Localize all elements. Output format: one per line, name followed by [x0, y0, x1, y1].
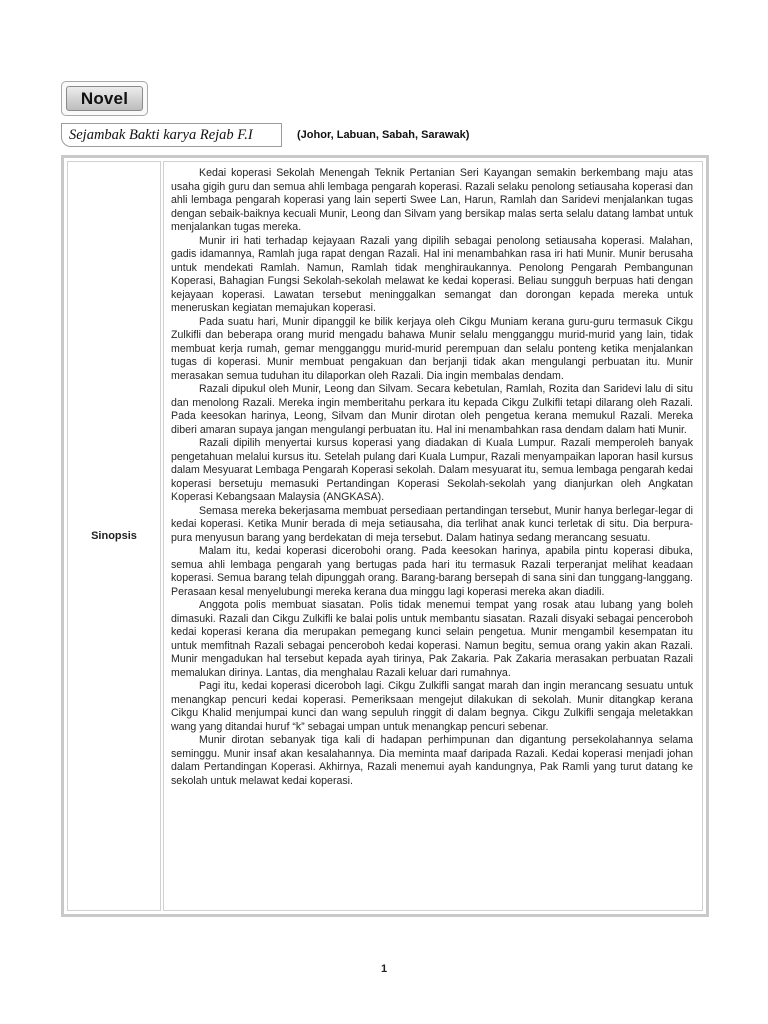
- synopsis-paragraph-8: Anggota polis membuat siasatan. Polis tidak menemui tempat yang rosak atau lubang yang boleh dimasuki. Razali dan Cikgu Zulkifli ke balai polis untuk membantu siasatan. Razali disyaki sebagai penceroboh kedai koperasi kerana dia merupakan pemegang kunci selain pengetua. Munir mengambil kesempatan itu untuk memfitnah Razali sebagai penceroboh kedai koperasi. Namun begitu, semua orang yakin akan Razali. Munir mengadukan hal tersebut kepada ayah tirinya, Pak Zakaria. Pak Zakaria merasakan perbuatan Razali memalukan dirinya. Lantas, dia menghalau Razali keluar dari rumahnya.: [171, 599, 693, 679]
- section-badge-label: Novel: [66, 86, 143, 111]
- synopsis-paragraph-1: Kedai koperasi Sekolah Menengah Teknik Pertanian Seri Kayangan semakin berkembang maju atas usaha gigih guru dan semua ahli lembaga pengarah koperasi. Razali selaku penolong setiausaha koperasi dan ahli lembaga pengarah koperasi yang lain seperti Swee Lan, Harun, Ramlah dan Saridevi menjalankan tugas dengan sebaik-baiknya kecuali Munir, Leong dan Silvam yang bersikap malas serta selalu datang lambat untuk menjalankan tugas mereka.: [171, 167, 693, 233]
- synopsis-label: Sinopsis: [91, 530, 137, 542]
- synopsis-paragraph-3: Pada suatu hari, Munir dipanggil ke bilik kerjaya oleh Cikgu Muniam kerana guru-guru termasuk Cikgu Zulkifli dan beberapa orang murid mengadu bahawa Munir selalu mengganggu murid-murid yang lain, tidak membuat kerja rumah, gemar mengganggu murid-murid perempuan dan selalu ponteng ketika menjalankan tugas di koperasi. Munir membuat pengakuan dan berjanji tidak akan mengulangi perbuatan itu. Munir merasakan semua tuduhan itu dilaporkan oleh Razali. Dia ingin membalas dendam.: [171, 315, 693, 382]
- synopsis-table: [61, 155, 709, 917]
- synopsis-paragraph-9: Pagi itu, kedai koperasi diceroboh lagi. Cikgu Zulkifli sangat marah dan ingin merancang sesuatu untuk menangkap pencuri kedai koperasi. Pemeriksaan mengejut dilakukan di sekolah. Munir ditangkap kerana Cikgu Khalid menjumpai kunci dan wang sepuluh ringgit di dalam begnya. Cikgu Zulkifli sengaja meletakkan wang yang ditandai huruf “k” sebagai umpan untuk menangkap pencuri sebenar.: [171, 680, 693, 733]
- synopsis-paragraph-7: Malam itu, kedai koperasi dicerobohi orang. Pada keesokan harinya, apabila pintu koperasi dibuka, semua ahli lembaga pengarah yang bertugas pada hari itu termasuk Razali terperanjat melihat keadaan koperasi. Semua barang telah dipunggah orang. Barang-barang bersepah di sana sini dan tunggang-langgang. Perasaan kesal menyelubungi mereka kerana dua minggu lagi koperasi mereka akan diadili.: [171, 545, 693, 598]
- book-title-line: [61, 123, 469, 147]
- page-number: 1: [380, 963, 388, 975]
- synopsis-content-cell: [163, 161, 703, 911]
- book-states: (Johor, Labuan, Sabah, Sarawak): [297, 129, 470, 141]
- synopsis-label-cell: [67, 161, 161, 911]
- synopsis-paragraph-2: Munir iri hati terhadap kejayaan Razali yang dipilih sebagai penolong setiausaha koperasi. Malahan, gadis idamannya, Ramlah juga rapat dengan Razali. Hal ini menambahkan rasa iri hati Munir. Munir berusaha untuk mendekati Ramlah. Namun, Ramlah tidak menghiraukannya. Penolong Pengarah Pembangunan Koperasi, Bahagian Fungsi Sekolah-sekolah melawat ke kedai koperasi. Beliau sungguh berpuas hati dengan kejayaan koperasi. Lawatan tersebut meninggalkan semangat dan dorongan kepada mereka untuk meneruskan kegiatan memajukan koperasi.: [171, 234, 693, 314]
- synopsis-paragraph-5: Razali dipilih menyertai kursus koperasi yang diadakan di Kuala Lumpur. Razali memperoleh banyak pengetahuan melalui kursus itu. Setelah pulang dari Kuala Lumpur, Razali menyampaikan laporan hasil kursus dalam Mesyuarat Lembaga Pengarah Koperasi sekolah. Dalam mesyuarat itu, semua lembaga pengarah kedai koperasi bersetuju memasuki Pertandingan Koperasi Sekolah-sekolah yang dianjurkan oleh Angkatan Koperasi Kebangsaan Malaysia (ANGKASA).: [171, 437, 693, 503]
- synopsis-paragraph-6: Semasa mereka bekerjasama membuat persediaan pertandingan tersebut, Munir hanya berlegar-legar di kedai koperasi. Ketika Munir berada di meja setiausaha, dia terlihat anak kunci terletak di situ. Dia berpura-pura menyusun barang yang berdekatan di meja tersebut. Dalam hatinya sedang merancang sesuatu.: [171, 504, 693, 544]
- synopsis-paragraph-10: Munir dirotan sebanyak tiga kali di hadapan perhimpunan dan digantung persekolahannya selama seminggu. Munir insaf akan kesalahannya. Dia meminta maaf daripada Razali. Kedai koperasi menjadi johan dalam Pertandingan Koperasi. Akhirnya, Razali menemui ayah kandungnya, Pak Ramli yang turut datang ke sekolah untuk melawat kedai koperasi.: [171, 734, 693, 787]
- synopsis-paragraph-4: Razali dipukul oleh Munir, Leong dan Silvam. Secara kebetulan, Ramlah, Rozita dan Saridevi lalu di situ dan menolong Razali. Mereka ingin memberitahu perkara itu kepada Cikgu Zulkifli tetapi dilarang oleh Razali. Pada keesokan harinya, Leong, Silvam dan Munir dirotan oleh pengetua kerana memukul Razali. Mereka diberi amaran supaya jangan mengulangi perbuatan itu. Hal ini menambahkan rasa dendam dalam hati Munir.: [171, 383, 693, 436]
- section-badge: [61, 81, 148, 116]
- book-title: Sejambak Bakti karya Rejab F.I: [61, 123, 282, 147]
